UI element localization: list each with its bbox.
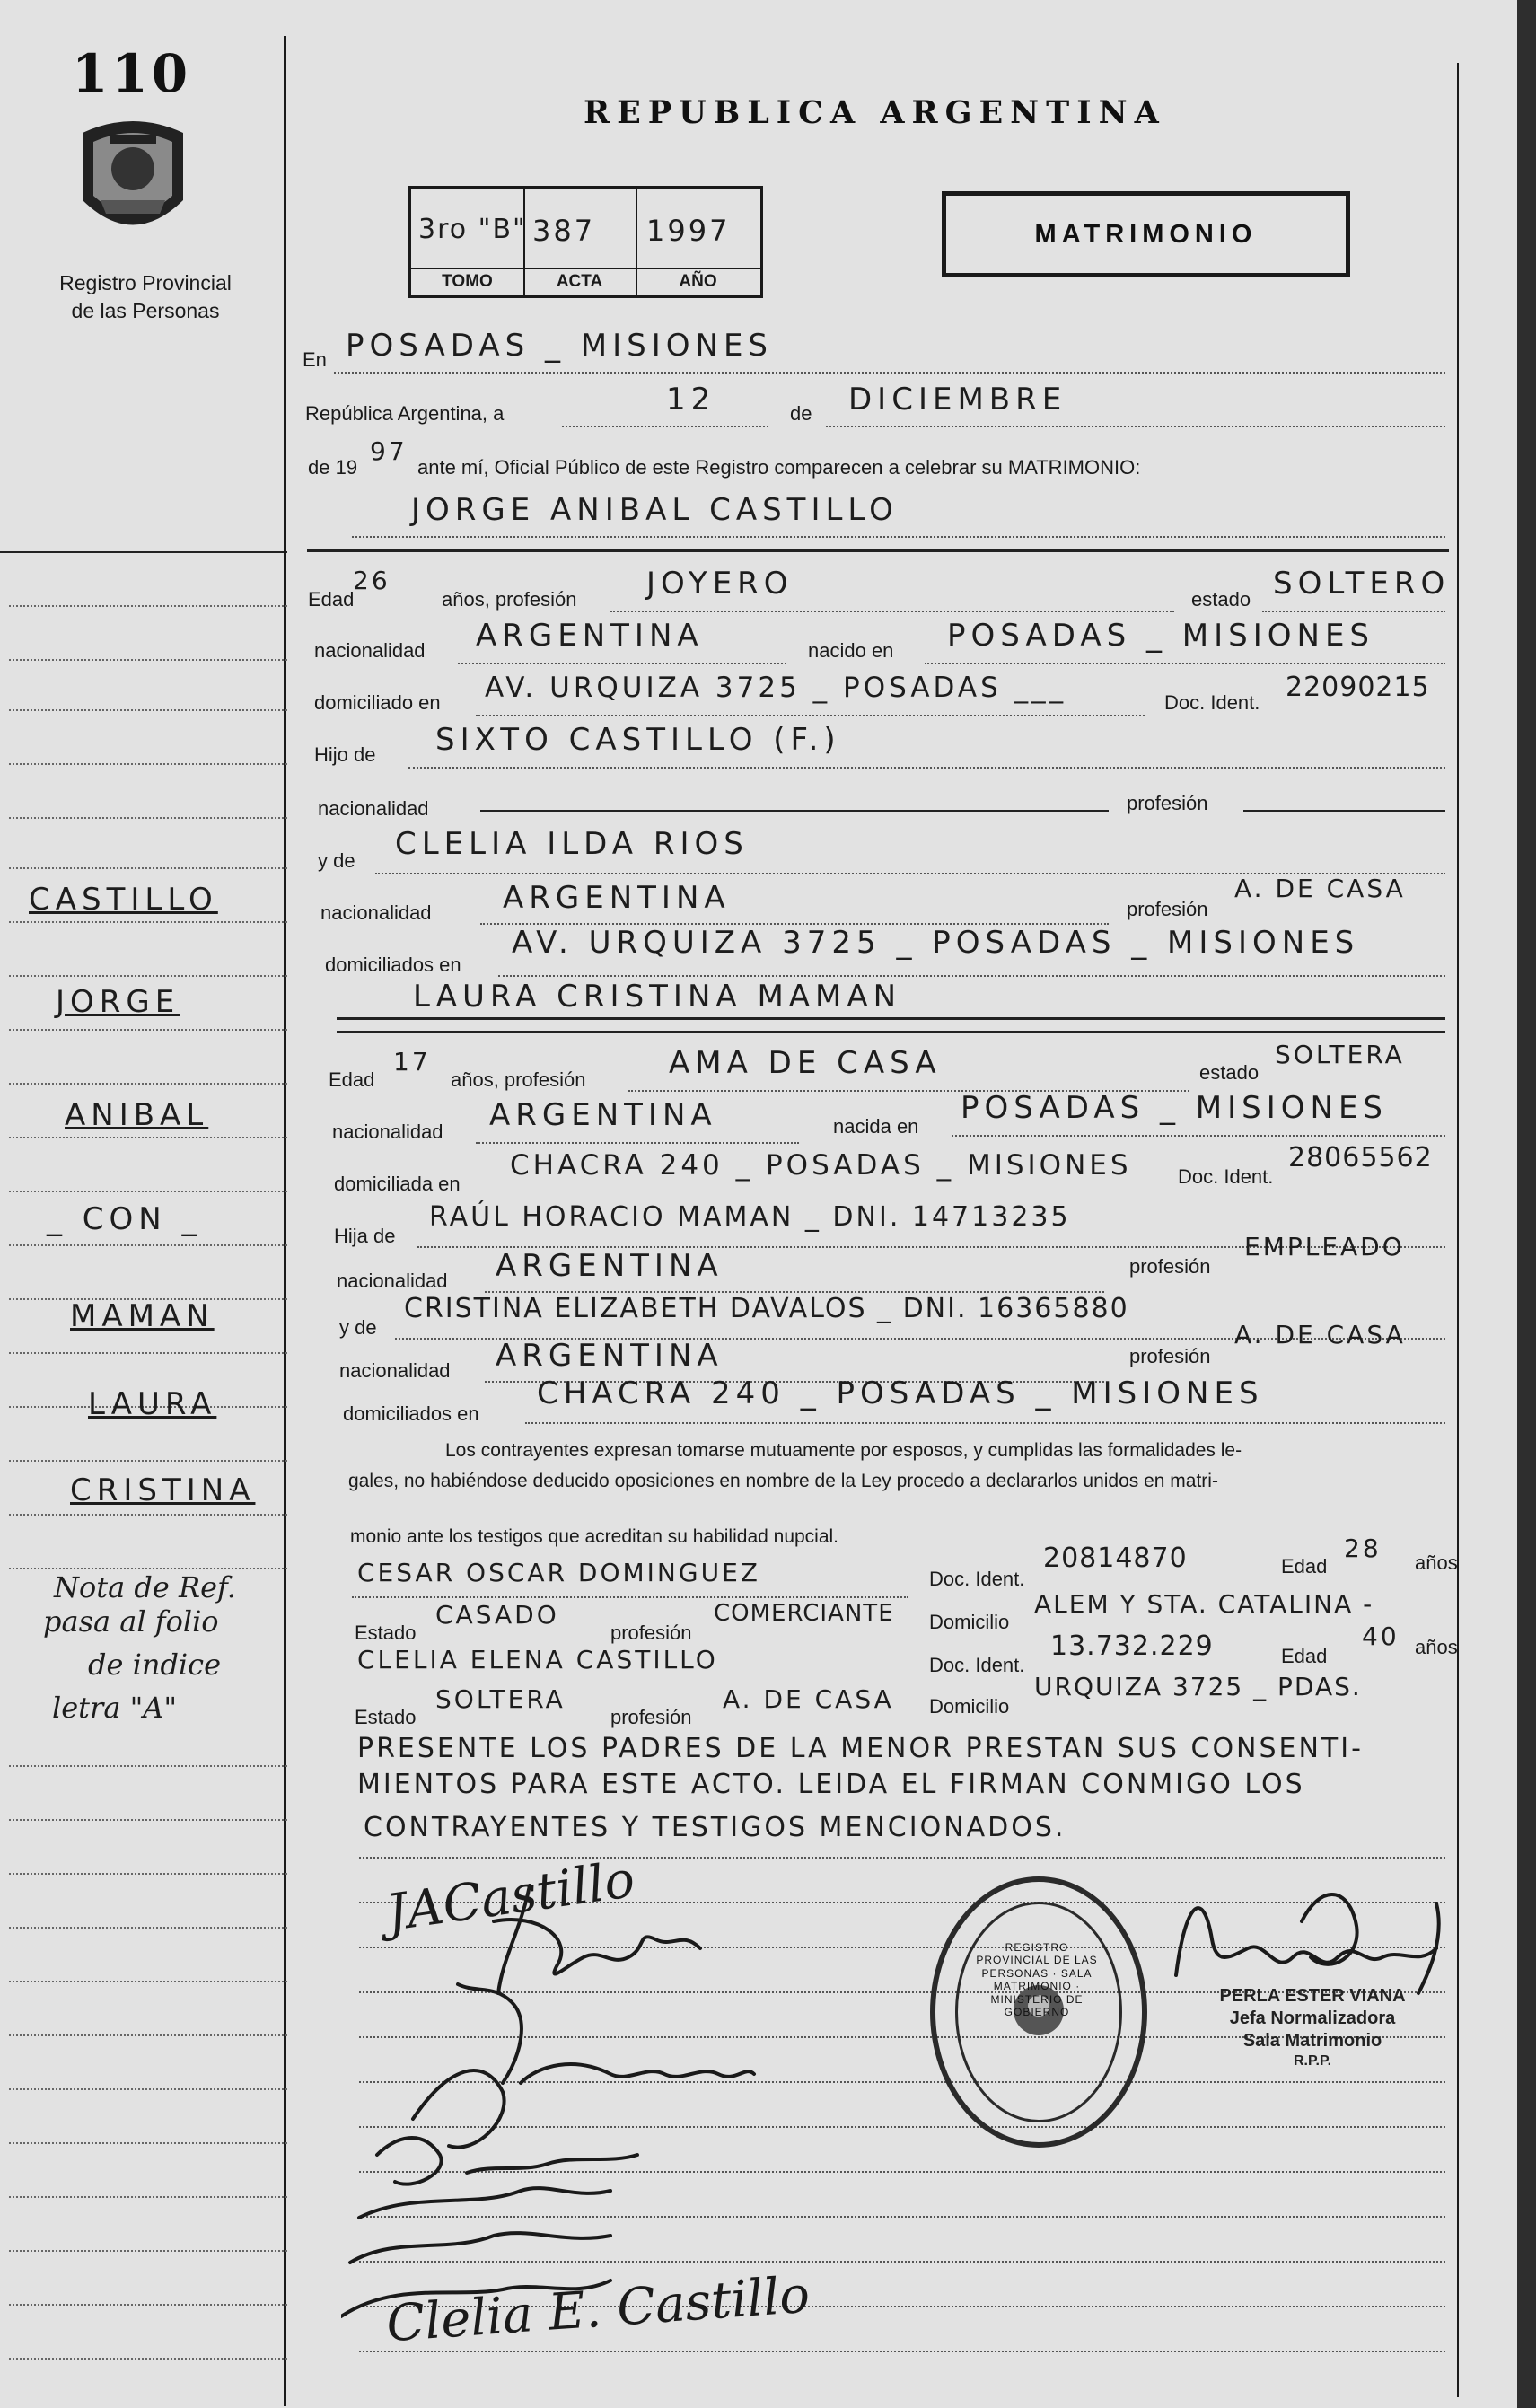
witness1-profesion-label: profesión [610, 1621, 692, 1644]
margin-entry-6: LAURA [88, 1386, 217, 1422]
groom-father-nat-label: nacionalidad [318, 797, 429, 820]
groom-status: SOLTERO [1273, 566, 1451, 602]
acta-label: ACTA [523, 268, 636, 292]
groom-nacionalidad-label: nacionalidad [314, 639, 426, 662]
bride-profesion-label: años, profesión [451, 1068, 586, 1091]
republica-label: República Argentina, a [305, 402, 505, 425]
groom-father-prof-label: profesión [1127, 792, 1208, 814]
declaration-line3: monio ante los testigos que acreditan su habilidad nupcial. [350, 1526, 839, 1547]
groom-mother-nat: ARGENTINA [503, 880, 731, 916]
registry-name-line2: de las Personas [71, 299, 220, 322]
witness1-edad-label: Edad [1281, 1555, 1328, 1578]
groom-father: SIXTO CASTILLO (F.) [435, 722, 841, 758]
official-office: Sala Matrimonio [1242, 2031, 1382, 2051]
margin-divider [0, 551, 287, 553]
place-value: POSADAS _ MISIONES [346, 328, 774, 364]
document-type: MATRIMONIO [1034, 219, 1258, 249]
margin-entry-2: JORGE [56, 984, 180, 1020]
bride-profession: AMA DE CASA [669, 1045, 942, 1081]
groom-doc: 22090215 [1286, 672, 1430, 703]
folio-number: 110 [72, 43, 192, 104]
bride-mother-label: y de [339, 1316, 377, 1339]
witness2-anos-label: años [1415, 1636, 1458, 1658]
bride-name: LAURA CRISTINA MAMAN [413, 979, 902, 1015]
coat-of-arms-icon [74, 115, 192, 245]
groom-father-label: Hijo de [314, 743, 376, 766]
bride-doc-label: Doc. Ident. [1178, 1165, 1274, 1188]
witness2-profession: A. DE CASA [723, 1684, 894, 1714]
groom-mother-prof: A. DE CASA [1234, 874, 1406, 903]
groom-domicilio-label: domiciliado en [314, 691, 441, 714]
groom-mother: CLELIA ILDA RIOS [395, 826, 749, 862]
bride-edad-label: Edad [329, 1068, 375, 1091]
groom-profession: JOYERO [646, 566, 794, 602]
bride-father: RAÚL HORACIO MAMAN _ DNI. 14713235 [429, 1201, 1071, 1233]
groom-mother-prof-label: profesión [1127, 898, 1208, 920]
seal-text: REGISTRO PROVINCIAL DE LAS PERSONAS · SALA MATRIMONIO · MINISTERIO DE GOBIERNO [976, 1941, 1098, 2018]
witness1-profession: COMERCIANTE [714, 1600, 894, 1627]
month-value: DICIEMBRE [848, 382, 1067, 417]
record-box [408, 186, 763, 298]
right-rule [1457, 63, 1459, 2397]
witness2-estado-label: Estado [355, 1706, 417, 1728]
bride-father-label: Hija de [334, 1225, 396, 1247]
country-title: REPUBLICA ARGENTINA [584, 94, 1166, 131]
witness1-status: CASADO [435, 1600, 559, 1630]
bride-father-nat-label: nacionalidad [337, 1270, 448, 1292]
margin-rule [284, 36, 286, 2406]
bride-mother-prof-label: profesión [1129, 1345, 1211, 1367]
document-type-box [942, 191, 1350, 277]
margin-entry-3: ANIBAL [65, 1097, 209, 1133]
bride-nacida-label: nacida en [833, 1115, 919, 1138]
witness2-edad-label: Edad [1281, 1645, 1328, 1667]
year-suffix: 97 [370, 436, 408, 466]
witness1-age: 28 [1344, 1534, 1382, 1563]
bride-mother-prof: A. DE CASA [1234, 1320, 1406, 1349]
official-abbr: R.P.P. [1293, 2053, 1332, 2069]
groom-signature: JACastillo [382, 1850, 638, 1944]
bride-mother-nat: ARGENTINA [496, 1338, 724, 1374]
page-edge-shadow [1517, 0, 1536, 2408]
margin-note-line1: Nota de Ref. [54, 1570, 236, 1604]
bride-parents-address: CHACRA 240 _ POSADAS _ MISIONES [537, 1375, 1264, 1411]
margin-note-line2: pasa al folio [43, 1604, 219, 1639]
declaration-line2: gales, no habiéndose deducido oposiciones en nombre de la Ley procedo a declararlos unidos en matri- [348, 1471, 1218, 1491]
groom-edad-label: Edad [308, 588, 355, 611]
witness2-doc-label: Doc. Ident. [929, 1654, 1025, 1676]
bride-nacionalidad-label: nacionalidad [332, 1121, 443, 1143]
acta-value: 387 [532, 214, 596, 248]
groom-birthplace: POSADAS _ MISIONES [947, 618, 1375, 654]
margin-entry-1: CASTILLO [29, 882, 218, 918]
groom-estado-label: estado [1191, 588, 1251, 611]
declaration-line1: Los contrayentes expresan tomarse mutuamente por esposos, y cumplidas las formalidades le- [445, 1440, 1242, 1461]
margin-entry-5: MAMAN [70, 1298, 215, 1334]
observation-line3: CONTRAYENTES Y TESTIGOS MENCIONADOS. [364, 1812, 1066, 1843]
groom-parents-address: AV. URQUIZA 3725 _ POSADAS _ MISIONES [512, 925, 1360, 961]
tomo-value: 3ro "B" [418, 214, 527, 245]
observation-line1: PRESENTE LOS PADRES DE LA MENOR PRESTAN SUS CONSENTI- [357, 1733, 1364, 1764]
witness1-doc-label: Doc. Ident. [929, 1568, 1025, 1590]
bride-age: 17 [393, 1047, 431, 1077]
de-label: de [790, 402, 812, 425]
witness2-profesion-label: profesión [610, 1706, 692, 1728]
margin-entry-7: CRISTINA [70, 1472, 256, 1508]
groom-nationality: ARGENTINA [476, 618, 704, 654]
witness2-age: 40 [1362, 1621, 1400, 1651]
groom-nacido-label: nacido en [808, 639, 894, 662]
witness1-name: CESAR OSCAR DOMINGUEZ [357, 1558, 760, 1587]
witness-signature: Clelia E. Castillo [384, 2265, 812, 2354]
groom-doc-label: Doc. Ident. [1164, 691, 1260, 714]
groom-profesion-label: años, profesión [442, 588, 577, 611]
bride-birthplace: POSADAS _ MISIONES [961, 1090, 1389, 1126]
bride-parents-dom-label: domiciliados en [343, 1402, 479, 1425]
groom-mother-label: y de [318, 849, 355, 872]
margin-note-line3: de indice [88, 1648, 222, 1682]
witness2-status: SOLTERA [435, 1684, 566, 1714]
margin-note-line4: letra "A" [52, 1691, 178, 1725]
official-name: PERLA ESTER VIANA [1219, 1986, 1406, 2006]
bride-mother: CRISTINA ELIZABETH DAVALOS _ DNI. 16365880 [404, 1293, 1129, 1324]
groom-name: JORGE ANIBAL CASTILLO [411, 492, 899, 528]
day-value: 12 [666, 382, 716, 417]
witness1-address: ALEM Y STA. CATALINA - [1034, 1589, 1374, 1619]
tomo-label: TOMO [411, 268, 523, 292]
witness2-address: URQUIZA 3725 _ PDAS. [1034, 1672, 1362, 1701]
witness1-anos-label: años [1415, 1551, 1458, 1574]
ano-label: AÑO [636, 268, 760, 292]
groom-parents-dom-label: domiciliados en [325, 954, 461, 976]
official-seal [930, 1876, 1147, 2148]
margin-entry-4: _ CON _ [47, 1201, 203, 1237]
bride-father-prof: EMPLEADO [1244, 1232, 1405, 1261]
groom-address: AV. URQUIZA 3725 _ POSADAS ___ [485, 672, 1067, 704]
observation-line2: MIENTOS PARA ESTE ACTO. LEIDA EL FIRMAN CONMIGO LOS [357, 1769, 1305, 1800]
statement-text: ante mí, Oficial Público de este Registro comparecen a celebrar su MATRIMONIO: [417, 456, 1141, 479]
groom-mother-nat-label: nacionalidad [320, 901, 432, 924]
bride-domicilio-label: domiciliada en [334, 1173, 461, 1195]
groom-age: 26 [353, 566, 391, 595]
bride-father-prof-label: profesión [1129, 1255, 1211, 1278]
witness1-doc: 20814870 [1043, 1542, 1188, 1574]
year-prefix: de 19 [308, 456, 358, 479]
bride-estado-label: estado [1199, 1061, 1260, 1084]
bride-mother-nat-label: nacionalidad [339, 1359, 451, 1382]
witness2-doc: 13.732.229 [1050, 1630, 1214, 1662]
bride-address: CHACRA 240 _ POSADAS _ MISIONES [510, 1149, 1132, 1182]
witness2-domicilio-label: Domicilio [929, 1695, 1010, 1718]
witness2-name: CLELIA ELENA CASTILLO [357, 1645, 718, 1674]
registry-name-line1: Registro Provincial [59, 271, 232, 294]
bride-father-nat: ARGENTINA [496, 1248, 724, 1284]
bride-doc: 28065562 [1288, 1142, 1433, 1173]
witness1-domicilio-label: Domicilio [929, 1611, 1010, 1633]
en-label: En [303, 348, 327, 371]
bride-status: SOLTERA [1275, 1040, 1405, 1069]
witness1-estado-label: Estado [355, 1621, 417, 1644]
bride-nationality: ARGENTINA [489, 1097, 717, 1133]
official-title: Jefa Normalizadora [1229, 2008, 1396, 2028]
ano-value: 1997 [646, 214, 731, 248]
